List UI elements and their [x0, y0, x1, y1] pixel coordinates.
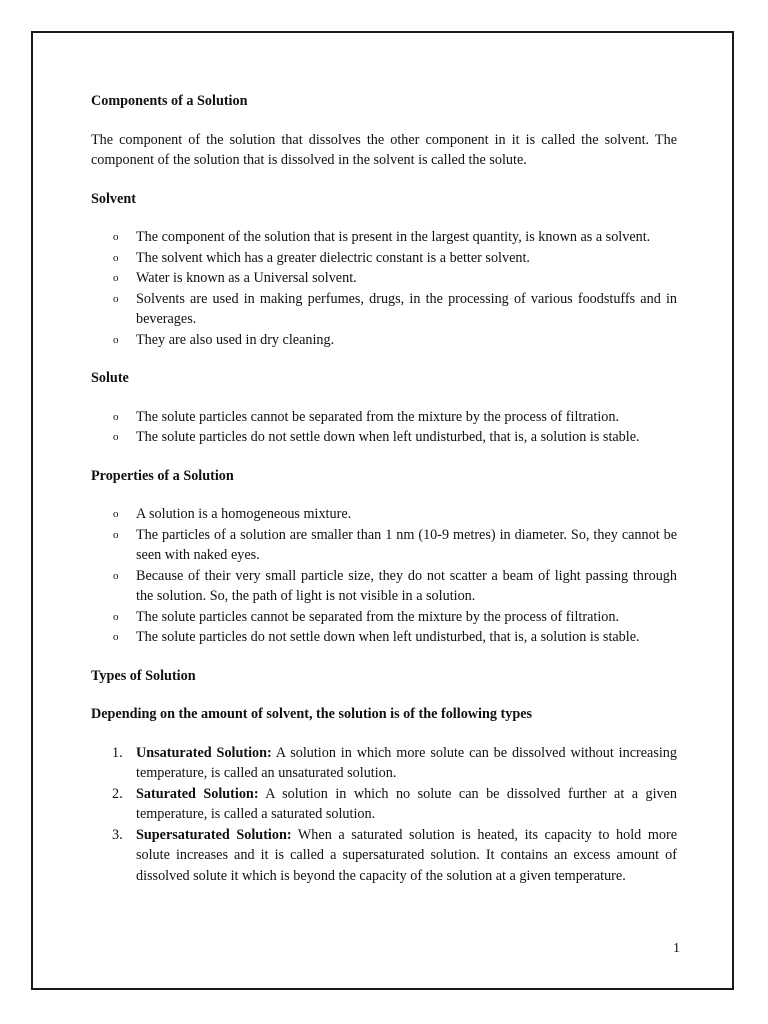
term-label: Unsaturated Solution: — [136, 744, 272, 761]
list-item: o The component of the solution that is present in the largest quantity, is known as a solvent. — [136, 227, 677, 248]
bullet-icon: o — [113, 231, 119, 243]
bullet-icon: o — [113, 631, 119, 643]
list-item: o They are also used in dry cleaning. — [136, 330, 677, 351]
bullet-icon: o — [113, 333, 119, 346]
solute-heading: Solute — [91, 370, 129, 386]
list-item: o A solution is a homogeneous mixture. — [136, 504, 677, 525]
list-item: o Water is known as a Universal solvent. — [136, 268, 677, 289]
bullet-icon: o — [113, 292, 119, 305]
list-item: o The solute particles cannot be separated from the mixture by the process of filtration. — [136, 407, 677, 428]
types-subheading: Depending on the amount of solvent, the solution is of the following types — [91, 706, 533, 722]
properties-list — [91, 504, 677, 648]
solvent-heading: Solvent — [91, 190, 136, 207]
bullet-icon: o — [113, 431, 119, 443]
types-heading: Types of Solution — [91, 667, 196, 684]
solvent-list — [91, 227, 677, 350]
types-list — [91, 743, 677, 887]
list-number: 1. — [112, 744, 123, 761]
intro-paragraph: The component of the solution that dissolves the other component in it is called the solvent. The component of the solution that is dissolved in the solvent is called the solute. — [91, 131, 677, 168]
list-item: o Because of their very small particle size, they do not scatter a beam of light passing through the solution. So, the path of light is not visible in a solution. — [113, 567, 677, 604]
term-label: Saturated Solution: — [136, 785, 259, 802]
list-item: o The solute particles do not settle down when left undisturbed, that is, a solution is stable. — [136, 627, 677, 648]
bullet-icon: o — [113, 272, 119, 284]
bullet-icon: o — [113, 528, 119, 541]
list-item: o The particles of a solution are smaller than 1 nm (10-9 metres) in diameter. So, they cannot be seen with naked eyes. — [113, 526, 677, 563]
list-item: o Solvents are used in making perfumes, drugs, in the processing of various foodstuffs and in beverages. — [113, 290, 677, 327]
list-item: o The solute particles do not settle down when left undisturbed, that is, a solution is stable. — [136, 427, 677, 448]
bullet-icon: o — [113, 610, 119, 623]
list-item: o The solute particles cannot be separated from the mixture by the process of filtration. — [136, 607, 677, 628]
list-item: 1. Unsaturated Solution: A solution in which more solute can be dissolved without increasing temperature, is called an unsaturated solution. — [112, 744, 677, 781]
document-body — [91, 91, 677, 886]
bullet-icon: o — [113, 508, 119, 520]
bullet-icon: o — [113, 410, 119, 423]
properties-heading: Properties of a Solution — [91, 467, 234, 484]
list-item: 2. Saturated Solution: A solution in which no solute can be dissolved further at a given temperature, is called a saturated solution. — [112, 785, 677, 822]
list-item: 3. Supersaturated Solution: When a saturated solution is heated, its capacity to hold more solute increases and it is called a supersaturated solution. It contains an excess amount of dissolved solute it which is beyond the capacity of the solution at a given temperature. — [112, 826, 677, 884]
solute-list — [91, 407, 677, 448]
bullet-icon: o — [113, 251, 119, 264]
list-item: o The solvent which has a greater dielectric constant is a better solvent. — [136, 248, 677, 269]
document-title: Components of a Solution — [91, 93, 248, 109]
page-number: 1 — [673, 941, 680, 956]
list-number: 3. — [112, 826, 123, 843]
term-label: Supersaturated Solution: — [136, 826, 292, 843]
bullet-icon: o — [113, 569, 119, 582]
list-number: 2. — [112, 785, 123, 802]
